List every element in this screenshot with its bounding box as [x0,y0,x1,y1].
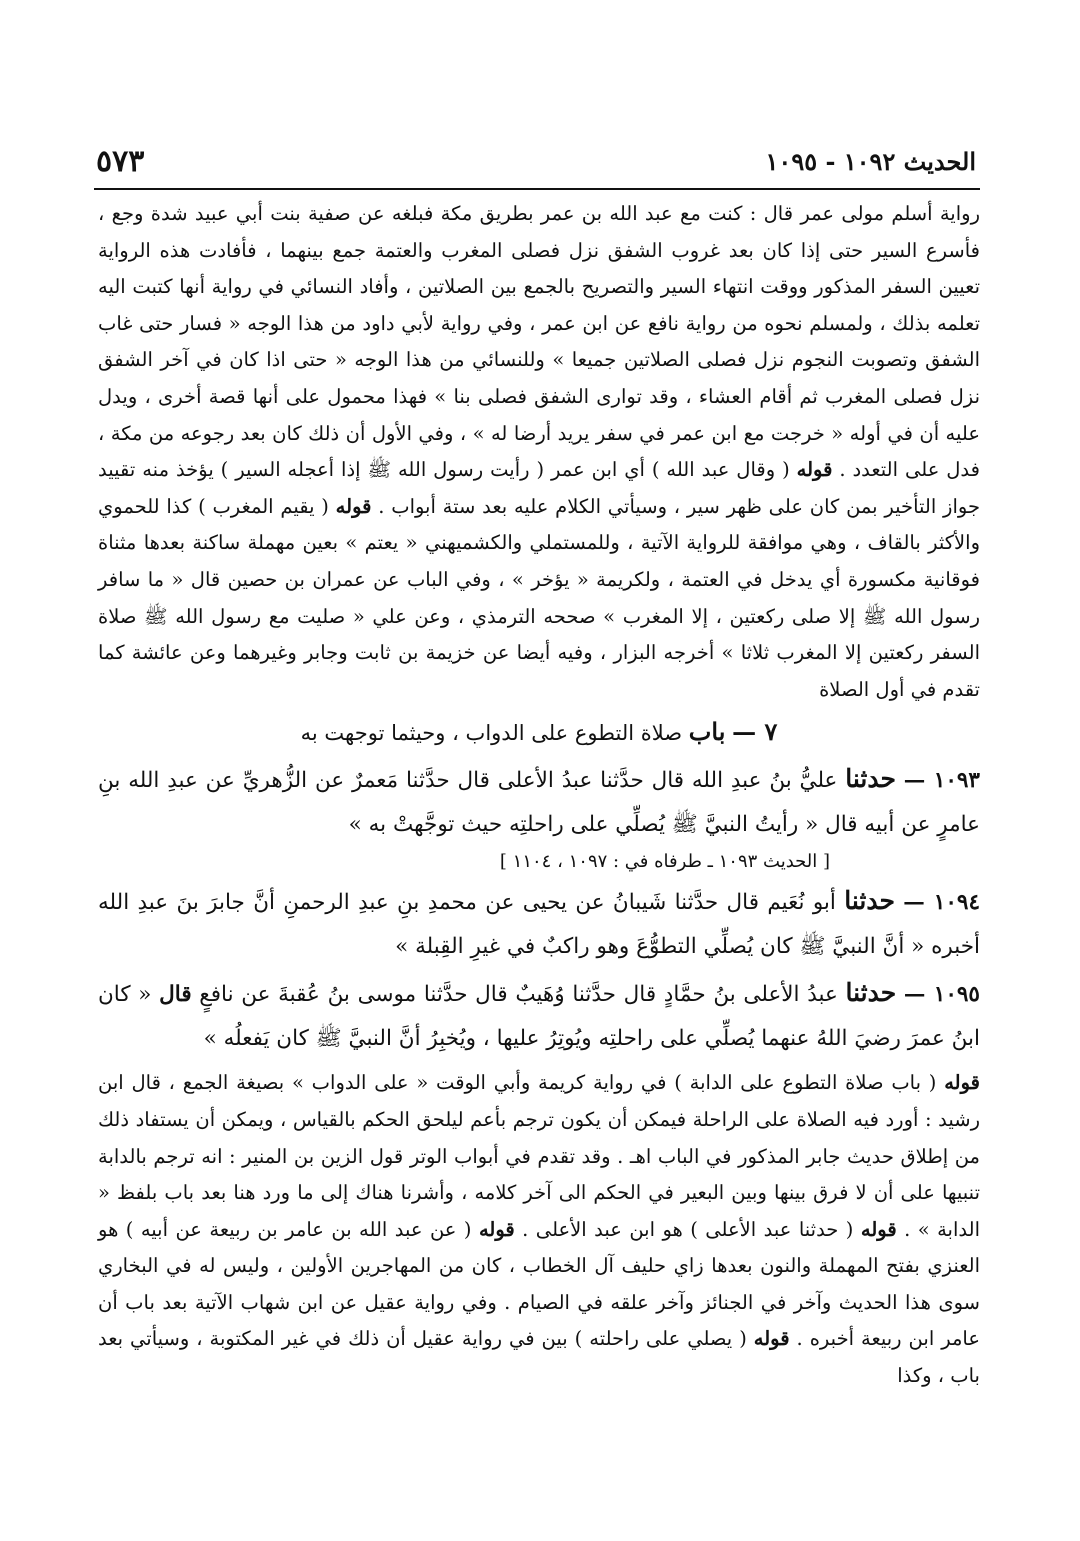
header-rule [94,188,980,190]
commentary-text: ( حدثنا عبد الأعلى ) هو ابن عبد الأعلى . [514,1217,861,1241]
hadith-text: أبو نُعَيم قال حدَّثنا شَيبانُ عن يحيى عن محمدِ بنِ عبدِ الرحمنِ أنَّ جابرَ بنَ عبدِ الله أخبره « أنَّ النبيَّ ﷺ كان يُصلِّي التطوُّعَ وهو راكبٌ في غيرِ القِبلة » [98,890,980,960]
qawluhu-keyword: قوله [753,1327,790,1351]
commentary-text: ( يصلي على راحلته ) بين في رواية عقيل أن ذلك في غير المكتوبة ، وسيأتي بعد باب ، وكذا [98,1327,980,1388]
qawluhu-keyword: قوله [860,1217,897,1241]
hadith-number: ١٠٩٣ — [903,768,980,794]
hadith-1095 [98,971,980,1061]
commentary-text: رواية أسلم مولى عمر قال : كنت مع عبد الله بن عمر بطريق مكة فبلغه عن صفية بنت أبي عبيد شدة وجع ، فأسرع السير حتى إذا كان بعد غروب الشفق نزل فصلى المغرب والعتمة جمع بينهما ، فأفادت هذه الرواية تعيين السفر المذكور ووقت انتهاء السير والتصريح بالجمع بين الصلاتين ، وأفاد النسائي في رواية أنها كتبت اليه تعلمه بذلك ، ولمسلم نحوه من رواية نافع عن ابن عمر ، وفي رواية لأبي داود من هذا الوجه « فسار حتى غاب الشفق وتصوبت النجوم نزل فصلى الصلاتين جميعا » وللنسائي من هذا الوجه « حتى اذا كان في آخر الشفق نزل فصلى المغرب ثم أقام العشاء ، وقد توارى الشفق فصلى بنا » فهذا محمول على أنها قصة أخرى ، ويدل عليه أن في أوله « خرجت مع ابن عمر في سفر يريد أرضا له » ، وفي الأول أن ذلك كان بعد رجوعه من مكة ، فدل على التعدد . [98,202,980,482]
hadith-text: عليُّ بنُ عبدِ الله قال حدَّثنا عبدُ الأعلى قال حدَّثنا مَعمرٌ عن الزُّهريِّ عن عبدِ الله بنِ عامرٍ عن أبيه قال « رأيتُ النبيَّ ﷺ يُصلِّي على راحلتِه حيث توجَّهتْ به » [98,768,980,838]
page-number: ٥٧٣ [96,143,145,179]
commentary-text: ( وقال عبد الله ) أي ابن عمر ( رأيت رسول الله ﷺ إذا أعجله السير ) يؤخذ منه تقييد جواز التأخير بمن كان على ظهر سير ، وسيأتي الكلام عليه بعد ستة أبواب . [98,458,980,518]
hadith-text: عبدُ الأعلى بنُ حمَّادٍ قال حدَّثنا وُهَيبٌ قال حدَّثنا موسى بنُ عُقبةَ عن نافعٍ [191,982,846,1008]
haddatha-label: حدثنا [845,978,897,1008]
commentary-bottom [98,1065,980,1394]
qala-label: قال [159,982,192,1008]
haddatha-label: حدثنا [844,886,895,916]
commentary-text: ( عن عبد الله بن عامر بن ربيعة عن أبيه ) هو العنزي بفتح المهملة والنون بعدها زاي حليف آل الخطاب ، كان من المهاجرين الأولين ، وليس له في البخاري سوى هذا الحديث وآخر في الجنائز وآخر علقه في الصيام . وفي رواية عقيل عن ابن شهاب الآتية بعد باب أن عامر ابن ربيعة أخبره . [98,1217,980,1351]
chapter-number: ٧ — [732,717,778,747]
hadith-number: ١٠٩٤ — [903,890,980,916]
qawluhu-keyword: قوله [944,1071,980,1095]
page-header [96,140,976,182]
chapter-title: صلاة التطوع على الدواب ، وحيثما توجهت به [300,721,683,746]
chapter-heading [98,710,980,755]
commentary-top [98,196,980,708]
page-body [98,196,980,1395]
hadith-cross-reference: [ الحديث ١٠٩٣ ـ طرفاه في : ١٠٩٧ ، ١١٠٤ ] [499,851,830,873]
running-title: الحديث ١٠٩٢ - ١٠٩٥ [765,146,976,176]
commentary-text: ( يقيم المغرب ) كذا للحموي والأكثر بالقاف ، وهي موافقة للرواية الآتية ، وللمستملي والكشميهني « يعتم » بعين مهملة ساكنة بعدها مثناة فوقانية مكسورة أي يدخل في العتمة ، ولكريمة « يؤخر » ، وفي الباب عن عمران بن حصين قال « ما سافر رسول الله ﷺ إلا صلى ركعتين ، إلا المغرب » صححه الترمذي ، وعن علي « صليت مع رسول الله ﷺ صلاة السفر ركعتين إلا المغرب ثلاثا » أخرجه البزار ، وفيه أيضا عن خزيمة بن ثابت وجابر وغيرهما وعن عائشة كما تقدم في أول الصلاة [98,494,980,701]
chapter-bab-word: باب [688,717,726,747]
haddatha-label: حدثنا [845,764,896,794]
commentary-text: ( باب صلاة التطوع على الدابة ) في رواية كريمة وأبي الوقت « على الدواب » بصيغة الجمع ، قال ابن رشيد : أورد فيه الصلاة على الراحلة فيمكن أن يكون ترجم بأعم ليلحق الحكم بالقياس ، ويمكن أن يستفاد ذلك من إطلاق حديث جابر المذكور في الباب اهـ . وقد تقدم في أبواب الوتر قول الزين بن المنير : انه ترجم بالدابة تنبيها على أن لا فرق بينها وبين البعير في الحكم الى آخر كلامه ، وأشرنا هناك إلى ما ورد هنا بعد باب بلفظ « الدابة » . [98,1071,980,1241]
hadith-1093 [98,757,980,847]
hadith-text-continued: « كان ابنُ عمرَ رضيَ اللهُ عنهما يُصلِّي على راحلتِه ويُوتِرُ عليها ، ويُخبِرُ أنَّ النبيَّ ﷺ كان يَفعلُه » [98,982,980,1052]
qawluhu-keyword: قوله [478,1217,515,1241]
qawluhu-keyword: قوله [335,494,372,518]
hadith-number: ١٠٩٥ — [903,982,980,1008]
qawluhu-keyword: قوله [796,458,833,482]
hadith-1094 [98,879,980,969]
